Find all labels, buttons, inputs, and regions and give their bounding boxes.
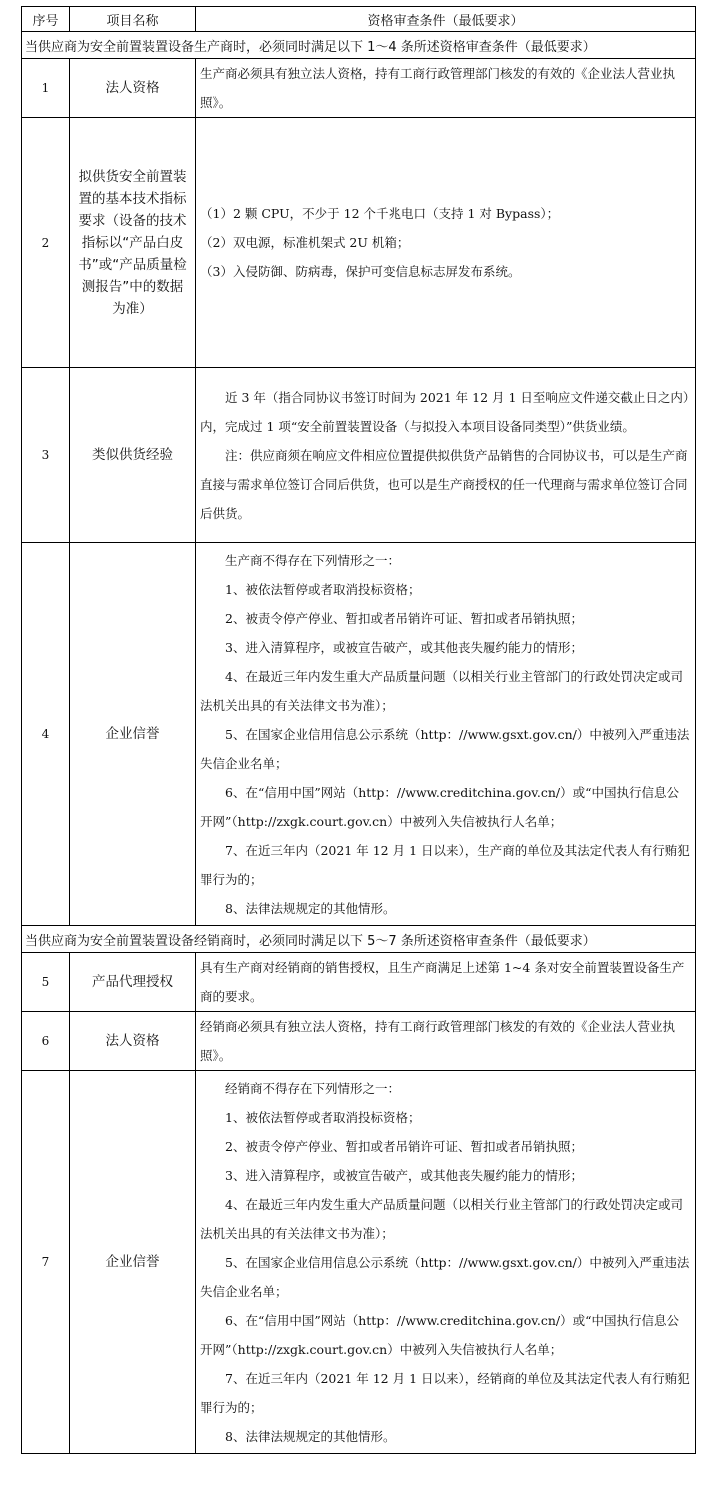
condition-line: 5、在国家企业信用信息公示系统（http：//www.gsxt.gov.cn/）中被列入严重违法失信企业名单； xyxy=(200,726,690,771)
condition-line: 4、在最近三年内发生重大产品质量问题（以相关行业主管部门的行政处罚决定或司法机关出具的有关法律文书为准）； xyxy=(200,668,683,713)
row-number: 2 xyxy=(22,118,70,368)
section-manufacturer-text: 当供应商为安全前置装置设备生产商时，必须同时满足以下 1～4 条所述资格审查条件（最低要求） xyxy=(22,32,696,59)
condition-cell xyxy=(196,1012,696,1071)
item-name: 企业信誉 xyxy=(70,1071,196,1454)
condition-line: 6、在“信用中国”网站（http：//www.creditchina.gov.cn/）或“中国执行信息公开网”（http://zxgk.court.gov.cn）中被列入失信被执行人名单； xyxy=(200,784,679,829)
condition-line: 3、进入清算程序，或被宣告破产，或其他丧失履约能力的情形； xyxy=(225,639,583,655)
condition-line: （1）2 颗 CPU，不少于 12 个千兆电口（支持 1 对 Bypass）； xyxy=(200,206,560,221)
table-row xyxy=(22,1012,696,1071)
table-header-row xyxy=(22,7,696,32)
table-row xyxy=(22,543,696,926)
condition-line: 4、在最近三年内发生重大产品质量问题（以相关行业主管部门的行政处罚决定或司法机关出具的有关法律文书为准）； xyxy=(200,1196,683,1241)
condition-line: 5、在国家企业信用信息公示系统（http：//www.gsxt.gov.cn/）中被列入严重违法失信企业名单； xyxy=(200,1254,690,1299)
condition-line: 8、法律法规规定的其他情形。 xyxy=(225,900,396,916)
condition-line: 2、被责令停产停业、暂扣或者吊销许可证、暂扣或者吊销执照； xyxy=(225,1138,583,1154)
condition-line: 6、在“信用中国”网站（http：//www.creditchina.gov.cn/）或“中国执行信息公开网”（http://zxgk.court.gov.cn）中被列入失信被执行人名单； xyxy=(200,1312,679,1357)
condition-line: 注：供应商须在响应文件相应位置提供拟供货产品销售的合同协议书，可以是生产商直接与需求单位签订合同后供货，也可以是生产商授权的任一代理商与需求单位签订合同后供货。 xyxy=(200,447,688,521)
section-distributor-text: 当供应商为安全前置装置设备经销商时，必须同时满足以下 5～7 条所述资格审查条件（最低要求） xyxy=(22,926,696,953)
condition-line: 7、在近三年内（2021 年 12 月 1 日以来），生产商的单位及其法定代表人有行贿犯罪行为的； xyxy=(200,842,690,887)
table-row xyxy=(22,1071,696,1454)
condition-line: 近 3 年（指合同协议书签订时间为 2021 年 12 月 1 日至响应文件递交截止日之内）内，完成过 1 项“安全前置装置设备（与拟投入本项目设备同类型）”供货业绩。 xyxy=(200,389,690,434)
row-number: 1 xyxy=(22,59,70,118)
condition-line: 经销商不得存在下列情形之一： xyxy=(225,1080,401,1096)
row-number: 4 xyxy=(22,543,70,926)
condition-line: 3、进入清算程序，或被宣告破产，或其他丧失履约能力的情形； xyxy=(225,1167,583,1183)
item-name: 法人资格 xyxy=(70,1012,196,1071)
condition-line: 生产商不得存在下列情形之一： xyxy=(225,552,401,568)
qualification-table xyxy=(21,6,696,1454)
condition-line: （3）入侵防御、防病毒，保护可变信息标志屏发布系统。 xyxy=(200,264,521,279)
condition-cell xyxy=(196,368,696,543)
row-number: 7 xyxy=(22,1071,70,1454)
condition-cell xyxy=(196,59,696,118)
section-row-manufacturer xyxy=(22,32,696,59)
section-row-distributor xyxy=(22,926,696,953)
item-name: 拟供货安全前置装置的基本技术指标要求（设备的技术指标以“产品白皮书”或“产品质量检测报告”中的数据为准） xyxy=(70,118,196,368)
condition-cell xyxy=(196,953,696,1012)
condition-line: 1、被依法暂停或者取消投标资格； xyxy=(225,1109,421,1125)
condition-line: 经销商必须具有独立法人资格，持有工商行政管理部门核发的有效的《企业法人营业执照》。 xyxy=(200,1019,676,1063)
table-row xyxy=(22,953,696,1012)
item-name: 类似供货经验 xyxy=(70,368,196,543)
condition-line: 2、被责令停产停业、暂扣或者吊销许可证、暂扣或者吊销执照； xyxy=(225,610,583,626)
header-name: 项目名称 xyxy=(70,7,196,32)
header-no: 序号 xyxy=(22,7,70,32)
item-name: 企业信誉 xyxy=(70,543,196,926)
row-number: 5 xyxy=(22,953,70,1012)
item-name: 产品代理授权 xyxy=(70,953,196,1012)
condition-line: 8、法律法规规定的其他情形。 xyxy=(225,1428,396,1444)
condition-cell xyxy=(196,118,696,368)
table-row xyxy=(22,368,696,543)
condition-line: 具有生产商对经销商的销售授权，且生产商满足上述第 1~4 条对安全前置装置设备生产商的要求。 xyxy=(200,960,685,1004)
condition-line: 7、在近三年内（2021 年 12 月 1 日以来），经销商的单位及其法定代表人有行贿犯罪行为的； xyxy=(200,1370,690,1415)
condition-line: 1、被依法暂停或者取消投标资格； xyxy=(225,581,421,597)
item-name: 法人资格 xyxy=(70,59,196,118)
condition-line: （2）双电源，标准机架式 2U 机箱； xyxy=(200,235,410,250)
header-condition: 资格审查条件（最低要求） xyxy=(196,7,696,32)
table-row xyxy=(22,59,696,118)
row-number: 6 xyxy=(22,1012,70,1071)
condition-cell xyxy=(196,543,696,926)
row-number: 3 xyxy=(22,368,70,543)
condition-cell xyxy=(196,1071,696,1454)
condition-line: 生产商必须具有独立法人资格，持有工商行政管理部门核发的有效的《企业法人营业执照》。 xyxy=(200,66,676,110)
table-row xyxy=(22,118,696,368)
